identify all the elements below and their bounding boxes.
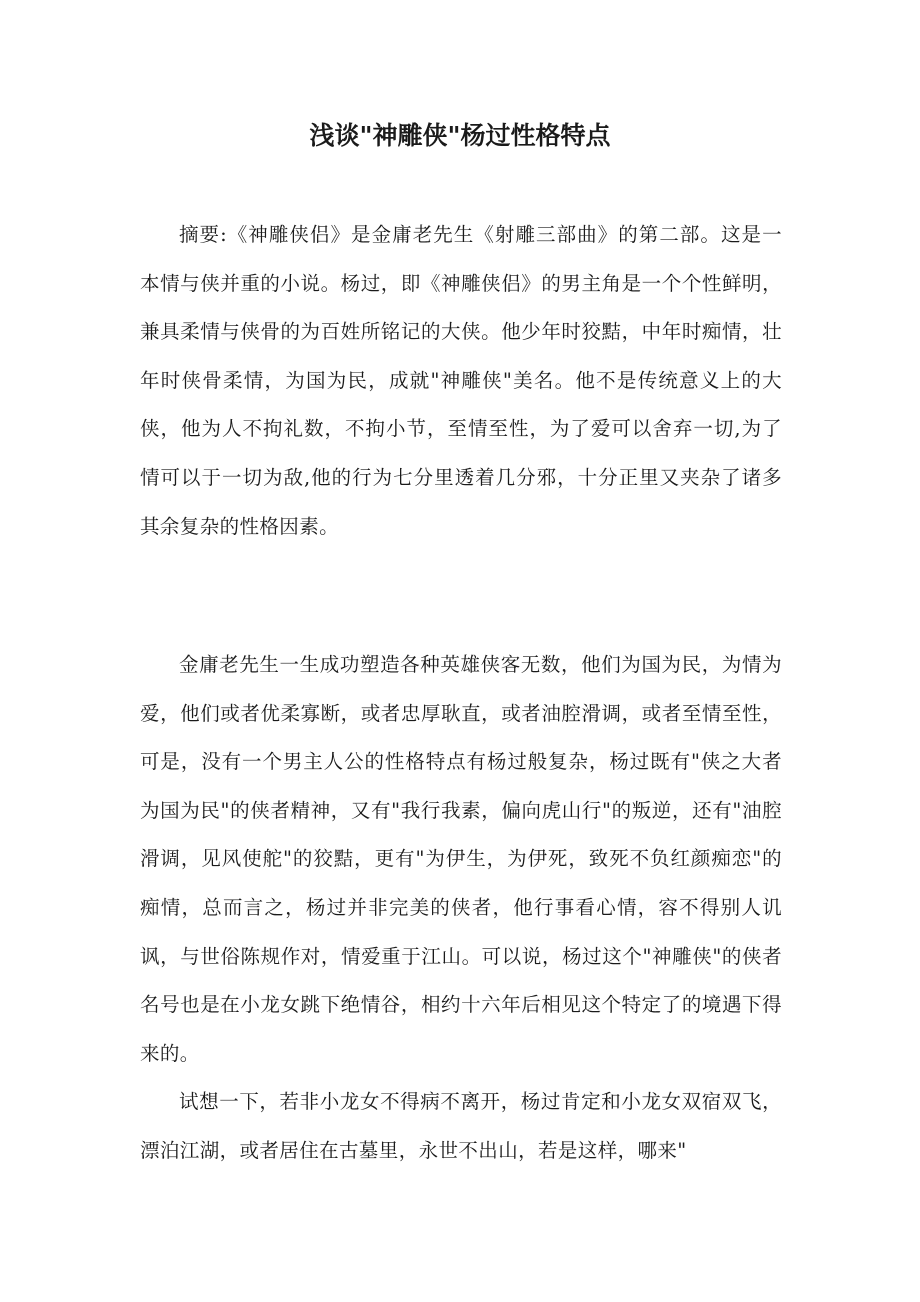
abstract-paragraph: 摘要:《神雕侠侣》是金庸老先生《射雕三部曲》的第二部。这是一本情与侠并重的小说。杨过，即《神雕侠侣》的男主角是一个个性鲜明，兼具柔情与侠骨的为百姓所铭记的大侠。他少年时狡黠，中年时痴情，壮年时侠骨柔情，为国为民，成就"神雕侠"美名。他不是传统意义上的大侠，他为人不拘礼数，不拘小节，至情至性，为了爱可以舍弃一切,为了情可以于一切为敌,他的行为七分里透着几分邪，十分正里又夹杂了诸多其余复杂的性格因素。	[140, 223, 782, 538]
body-paragraph: 试想一下，若非小龙女不得病不离开，杨过肯定和小龙女双宿双飞，漂泊江湖，或者居住在古墓里，永世不出山，若是这样，哪来"	[140, 1090, 782, 1162]
body-paragraph: 金庸老先生一生成功塑造各种英雄侠客无数，他们为国为民，为情为爱，他们或者优柔寡断，或者忠厚耿直，或者油腔滑调，或者至情至性，可是，没有一个男主人公的性格特点有杨过般复杂，杨过既有"侠之大者为国为民"的侠者精神，又有"我行我素，偏向虎山行"的叛逆，还有"油腔滑调，见风使舵"的狡黠，更有"为伊生，为伊死，致死不负红颜痴恋"的痴情，总而言之，杨过并非完美的侠者，他行事看心情，容不得别人讥讽，与世俗陈规作对，情爱重于江山。可以说，杨过这个"神雕侠"的侠者名号也是在小龙女跳下绝情谷，相约十六年后相见这个特定了的境遇下得来的。	[140, 653, 782, 1065]
document-title: 浅谈"神雕侠"杨过性格特点	[309, 121, 611, 150]
